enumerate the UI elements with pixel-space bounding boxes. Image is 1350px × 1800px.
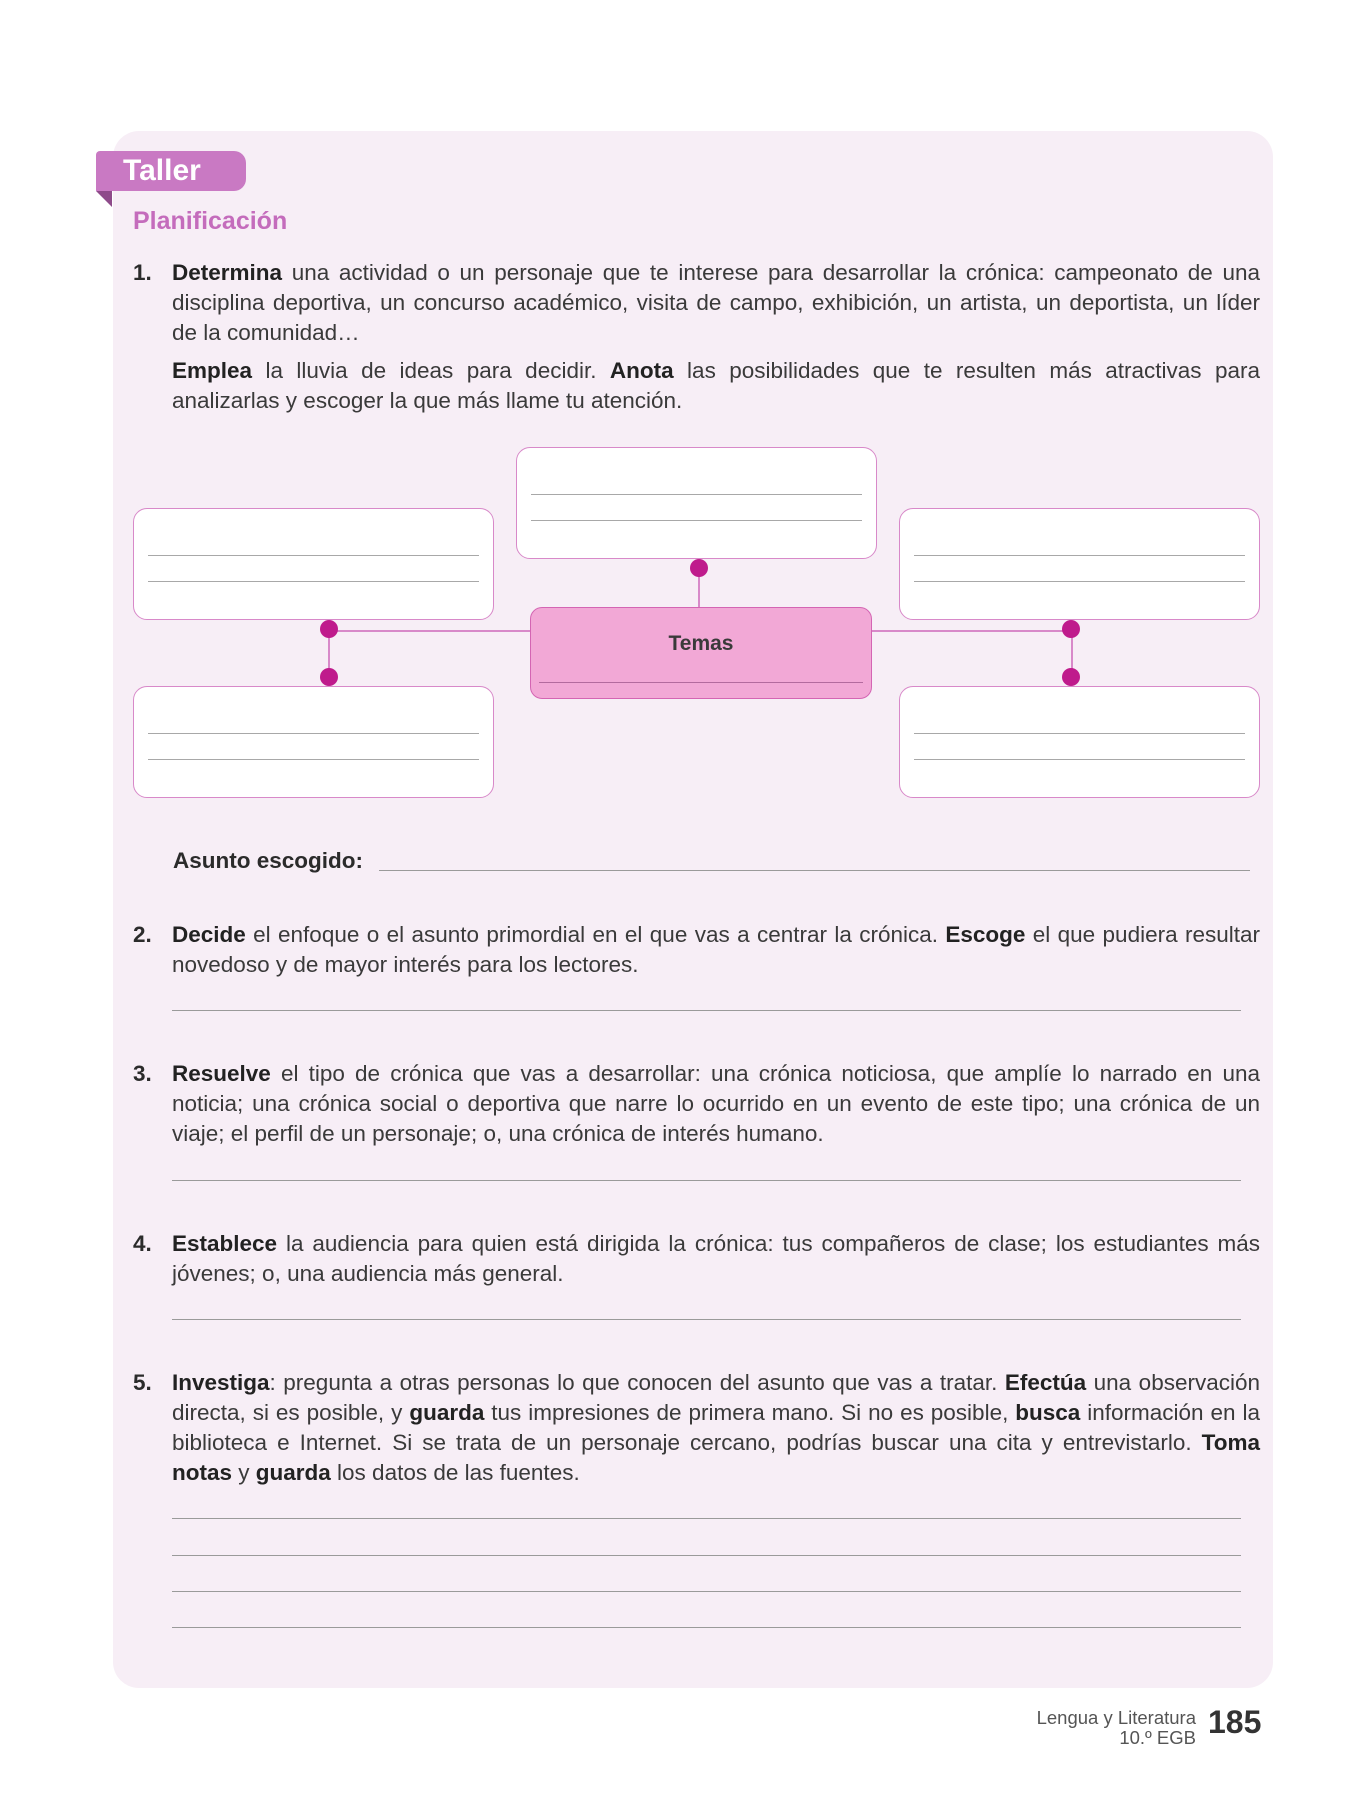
text-run: tus impresiones de primera mano. Si no es posible,	[484, 1400, 1016, 1425]
writing-line[interactable]	[172, 1518, 1241, 1519]
paragraph	[172, 258, 1260, 348]
text-run: la audiencia para quien está dirigida la crónica: tus compañeros de clase; los estudiantes más jóvenes; o, una audiencia más general.	[172, 1231, 1260, 1286]
item-text	[172, 258, 1260, 416]
text-run: una observación directa, si es posible, y	[172, 1370, 1260, 1425]
item-5	[133, 1368, 1260, 1488]
item-4	[133, 1229, 1260, 1289]
bold-verb: Investiga	[172, 1370, 270, 1395]
writing-line[interactable]	[172, 1010, 1241, 1011]
paragraph	[172, 1368, 1260, 1488]
bold-verb: guarda	[409, 1400, 485, 1425]
connector-dot	[1062, 620, 1080, 638]
section-title: Planificación	[133, 207, 288, 235]
item-2	[133, 920, 1260, 980]
bold-verb: Toma notas	[172, 1430, 1260, 1485]
chosen-topic-label: Asunto escogido:	[173, 848, 363, 873]
grade-label: 10.º EGB	[1119, 1727, 1196, 1748]
text-run: : pregunta a otras personas lo que conocen del asunto que vas a tratar.	[269, 1370, 1005, 1395]
text-run: una actividad o un personaje que te interese para desarrollar la crónica: campeonato de una disciplina deportiva, un concurso académico, visita de campo, exhibición, un artista, un deportista, un líder de la comunidad…	[172, 260, 1260, 345]
paragraph	[172, 1229, 1260, 1289]
topic-box-top[interactable]	[516, 447, 877, 559]
paragraph	[172, 1059, 1260, 1149]
center-label: Temas	[668, 632, 734, 655]
bold-verb: Anota	[609, 358, 674, 383]
center-line	[539, 682, 863, 683]
writing-line[interactable]	[172, 1555, 1241, 1556]
text-run: el que pudiera resultar novedoso y de mayor interés para los lectores.	[172, 922, 1260, 977]
footer-subject	[1037, 1708, 1196, 1748]
item-text	[172, 1229, 1260, 1289]
connector-dot	[320, 668, 338, 686]
item-number: 3.	[133, 1061, 152, 1086]
connector-dot	[320, 620, 338, 638]
item-3	[133, 1059, 1260, 1149]
text-run: información en la biblioteca e Internet. Si se trata de un personaje cercano, podrías buscar una cita y entrevistarlo.	[172, 1400, 1260, 1455]
topic-box-lower-right[interactable]	[899, 686, 1260, 798]
item-1	[133, 258, 1260, 416]
text-run: el enfoque o el asunto primordial en el que vas a centrar la crónica.	[245, 922, 946, 947]
text-run: la lluvia de ideas para decidir.	[252, 358, 610, 383]
item-number: 5.	[133, 1370, 152, 1395]
item-text	[172, 920, 1260, 980]
bold-verb: Resuelve	[172, 1061, 271, 1086]
bold-verb: guarda	[255, 1460, 331, 1485]
paragraph	[172, 356, 1260, 416]
topics-center-box	[530, 607, 872, 699]
bold-verb: Emplea	[172, 358, 253, 383]
chosen-topic-writing-line[interactable]	[379, 870, 1250, 871]
bold-verb: Escoge	[945, 922, 1026, 947]
item-number: 4.	[133, 1231, 152, 1256]
connector-dot	[690, 559, 708, 577]
bold-verb: Establece	[172, 1231, 278, 1256]
item-number: 2.	[133, 922, 152, 947]
bold-verb: Determina	[172, 260, 283, 285]
paragraph	[172, 920, 1260, 980]
bold-verb: Decide	[172, 922, 246, 947]
text-run: las posibilidades que te resulten más atractivas para analizarlas y escoger la que más llame tu atención.	[172, 358, 1260, 413]
subject-name: Lengua y Literatura	[1036, 1707, 1196, 1728]
taller-tab: Taller	[96, 151, 246, 191]
item-text	[172, 1059, 1260, 1149]
text-run: los datos de las fuentes.	[330, 1460, 580, 1485]
item-number: 1.	[133, 260, 152, 285]
connector-dot	[1062, 668, 1080, 686]
bold-verb: Efectúa	[1004, 1370, 1087, 1395]
page-number: 185	[1208, 1704, 1262, 1740]
text-run: el tipo de crónica que vas a desarrollar: una crónica noticiosa, que amplíe lo narrado en una noticia; una crónica social o deportiva que narre lo ocurrido en un evento de este tipo; una crónica de un viaje; el perfil de un personaje; o, una crónica de interés humano.	[172, 1061, 1260, 1146]
writing-line[interactable]	[172, 1180, 1241, 1181]
writing-line[interactable]	[172, 1627, 1241, 1628]
bold-verb: busca	[1015, 1400, 1081, 1425]
writing-line[interactable]	[172, 1319, 1241, 1320]
topic-box-lower-left[interactable]	[133, 686, 494, 798]
topic-box-upper-right[interactable]	[899, 508, 1260, 620]
item-text	[172, 1368, 1260, 1488]
writing-line[interactable]	[172, 1591, 1241, 1592]
tab-fold-decoration	[96, 191, 112, 207]
connector-right	[872, 630, 1072, 632]
topic-box-upper-left[interactable]	[133, 508, 494, 620]
connector-left	[329, 630, 530, 632]
text-run: y	[232, 1460, 256, 1485]
